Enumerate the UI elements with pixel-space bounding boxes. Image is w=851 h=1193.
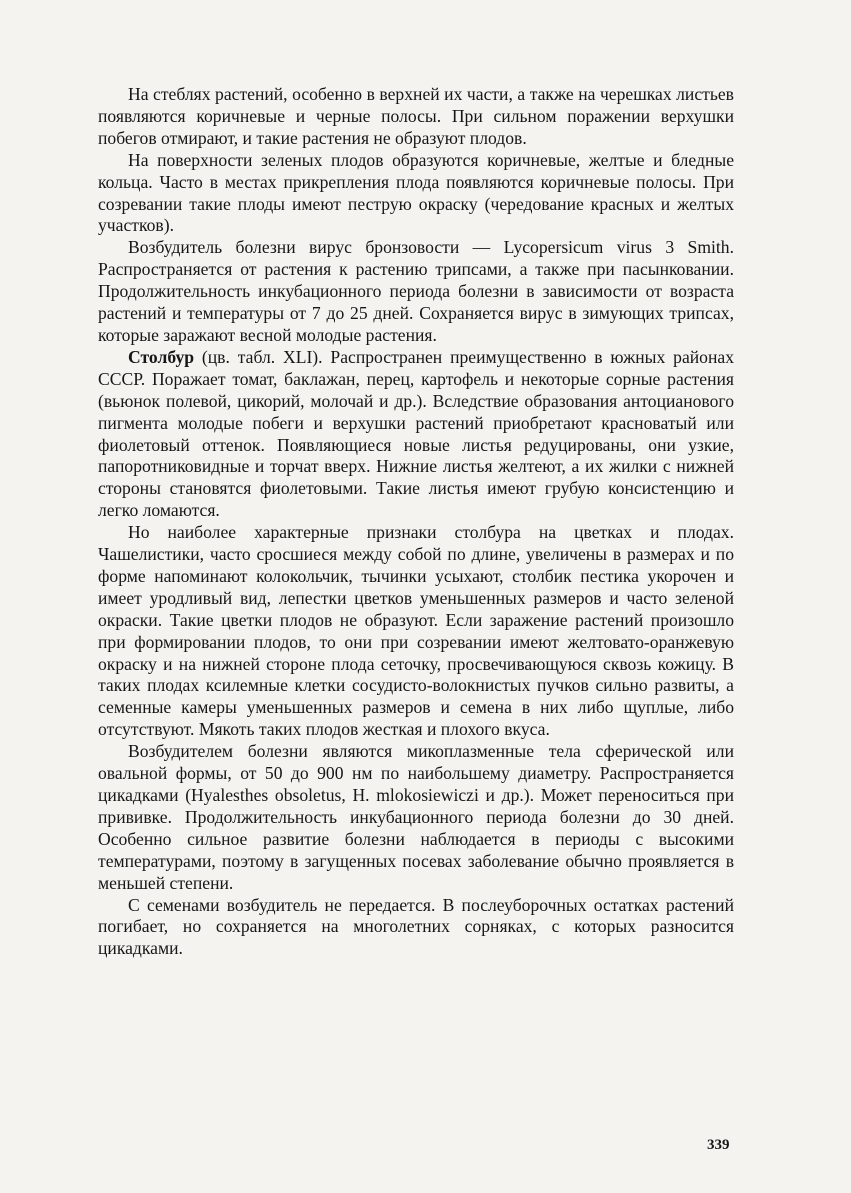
paragraph-text: На стеблях растений, особенно в верхней их части, а также на черешках листьев появляются коричневые и черные полосы. При сильном поражении верхушки побегов отмирают, и такие растения не образуют плодов. xyxy=(98,84,734,148)
paragraph-text: Но наиболее характерные признаки столбура на цветках и плодах. Чашелистики, часто сросшиеся между собой по длине, увеличены в размерах и по форме напоминают колокольчик, тычинки усыхают, столбик пестика укорочен и имеет уродливый вид, лепестки цветков уменьшенных размеров и часто зеленой окраски. Такие цветки плодов не образуют. Если заражение растений произошло при формировании плодов, то они при созревании имеют желтовато-оранжевую окраску и на нижней стороне плода сеточку, просвечивающуюся сквозь кожицу. В таких плодах ксилемные клетки сосудисто-волокнистых пучков сильно развиты, а семенные камеры уменьшенных размеров и семена в них либо щуплые, либо отсутствуют. Мякоть таких плодов жесткая и плохого вкуса. xyxy=(98,522,734,740)
paragraph-text: Возбудителем болезни являются микоплазменные тела сферической или овальной формы, от 50 до 900 нм по наибольшему диаметру. Распространяется цикадками (Hyalesthes obsoletus, H. mlokosiewiczi и др.). Может переноситься при прививке. Продолжительность инкубационного периода болезни до 30 дней. Особенно сильное развитие болезни наблюдается в периоды с высокими температурами, поэтому в загущенных посевах заболевание обычно проявляется в меньшей степени. xyxy=(98,741,734,893)
paragraph-text: С семенами возбудитель не передается. В послеуборочных остатках растений погибает, но сохраняется на многолетних сорняках, с которых разносится цикадками. xyxy=(98,894,734,959)
paragraph-transmission xyxy=(98,895,734,961)
paragraph-stem-symptoms xyxy=(98,84,734,150)
paragraph-pathogen xyxy=(98,741,734,894)
page-number: 339 xyxy=(707,1137,730,1153)
paragraph-bronze-virus xyxy=(98,237,734,347)
section-heading-stolbur: Столбур xyxy=(128,346,195,367)
paragraph-flower-signs xyxy=(98,522,734,741)
paragraph-stolbur xyxy=(98,347,734,522)
page-body xyxy=(98,84,734,960)
paragraph-fruit-symptoms xyxy=(98,150,734,238)
paragraph-text: (цв. табл. XLI). Распространен преимущественно в южных районах СССР. Поражает томат, баклажан, перец, картофель и некоторые сорные растения (вьюнок полевой, цикорий, молочай и др.). Вследствие образования антоцианового пигмента молодые побеги и верхушки растений приобретают красноватый или фиолетовый оттенок. Появляющиеся новые листья редуцированы, они узкие, папоротниковидные и торчат вверх. Нижние листья желтеют, а их жилки с нижней стороны становятся фиолетовыми. Такие листья имеют грубую консистенцию и легко ломаются. xyxy=(98,346,734,521)
paragraph-text: Возбудитель болезни вирус бронзовости — Lycopersicum virus 3 Smith. Распространяется от растения к растению трипсами, а также при пасынковании. Продолжительность инкубационного периода болезни в зависимости от возраста растений и температуры от 7 до 25 дней. Сохраняется вирус в зимующих трипсах, которые заражают весной молодые растения. xyxy=(98,237,734,345)
paragraph-text: На поверхности зеленых плодов образуются коричневые, желтые и бледные кольца. Часто в местах прикрепления плода появляются коричневые полосы. При созревании такие плоды имеют пеструю окраску (чередование красных и желтых участков). xyxy=(98,149,734,236)
